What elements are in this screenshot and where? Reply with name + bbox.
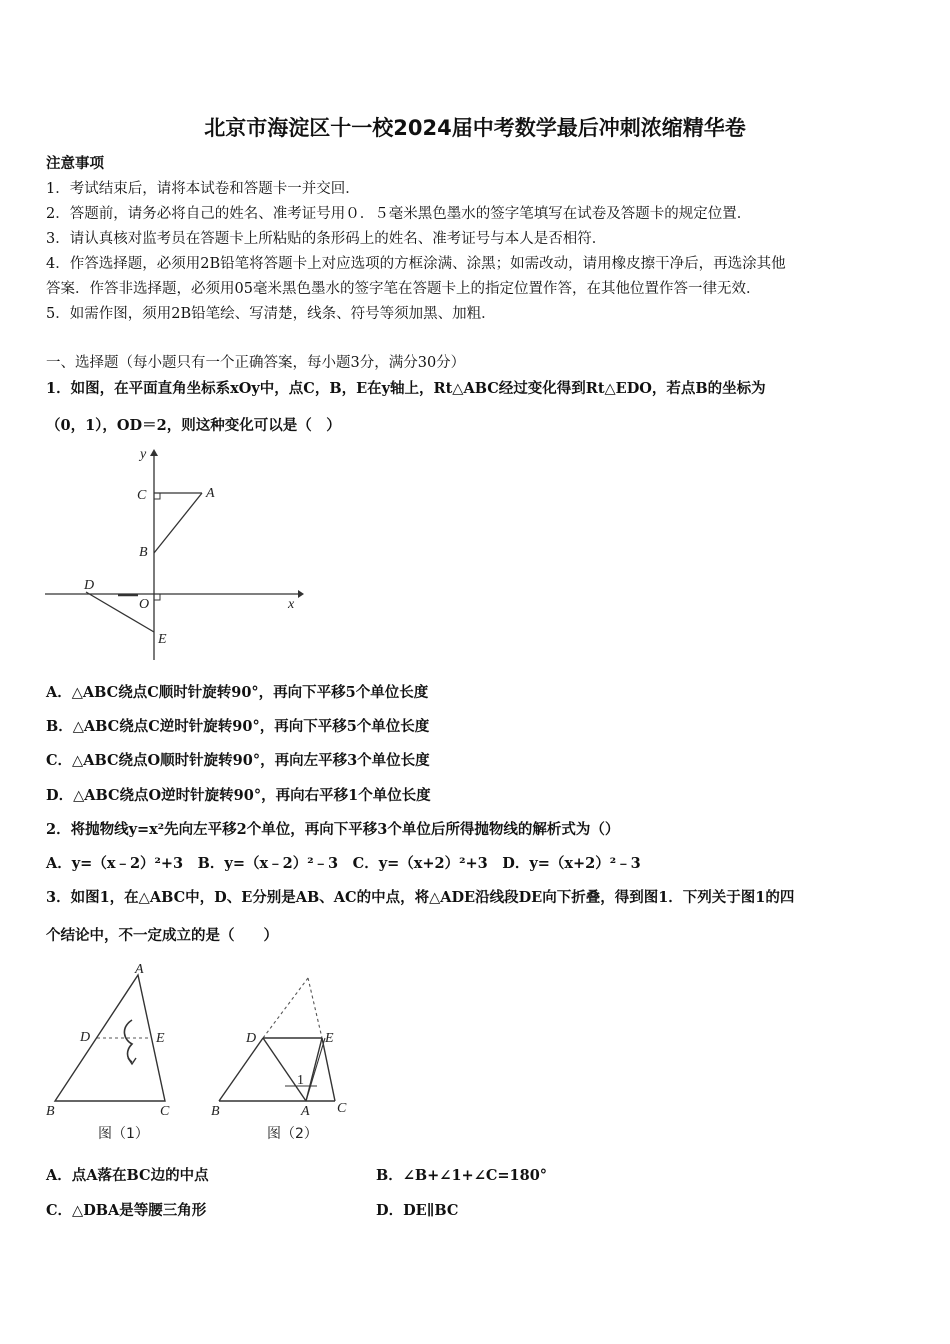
fold-arrow-tip-icon bbox=[128, 1058, 136, 1064]
segment-AE-fold bbox=[306, 1038, 325, 1101]
question-3-stem: 个结论中，不一定成立的是（ ） bbox=[46, 927, 278, 944]
page-title: 北京市海淀区十一校2024届中考数学最后冲刺浓缩精华卷 bbox=[204, 116, 746, 140]
notice-item: 2．答题前，请务必将自己的姓名、准考证号用０．５毫米黑色墨水的签字笔填写在试卷及答题卡的规定位置． bbox=[46, 206, 752, 222]
label-D: D bbox=[246, 1031, 257, 1046]
right-angle-mark-C bbox=[154, 493, 160, 499]
notice-item: 4．作答选择题，必须用2B铅笔将答题卡上对应选项的方框涂满、涂黑；如需改动，请用橡皮擦干净后，再选涂其他 bbox=[46, 256, 786, 272]
label-E: E bbox=[158, 632, 167, 647]
question-1-stem: （0，1），OD＝2，则这种变化可以是（ ） bbox=[46, 417, 341, 434]
segment-AB bbox=[154, 493, 202, 553]
question-1-option-c[interactable]: C．△ABC绕点O顺时针旋转90°，再向左平移3个单位长度 bbox=[46, 752, 430, 769]
question-3-figure-1 bbox=[40, 958, 190, 1148]
label-O: O bbox=[139, 597, 150, 612]
question-2-options[interactable]: A．y=（x﹣2）²+3 B．y=（x﹣2）²﹣3 C．y=（x+2）²+3 D．y=（x+2）²﹣3 bbox=[46, 855, 641, 872]
label-E: E bbox=[156, 1031, 165, 1046]
label-C: C bbox=[137, 488, 147, 503]
question-1-option-d[interactable]: D．△ABC绕点O逆时针旋转90°，再向右平移1个单位长度 bbox=[46, 787, 431, 804]
label-E: E bbox=[325, 1031, 334, 1046]
notice-item: 5．如需作图，须用2B铅笔绘、写清楚，线条、符号等须加黑、加粗． bbox=[46, 306, 496, 322]
label-A: A bbox=[206, 486, 215, 501]
label-C: C bbox=[160, 1104, 170, 1119]
right-angle-mark-O bbox=[154, 594, 160, 600]
label-x: x bbox=[288, 597, 295, 612]
question-1-figure bbox=[40, 440, 310, 665]
question-1-stem: 1．如图，在平面直角坐标系xOy中，点C，B，E在y轴上，Rt△ABC经过变化得到Rt△EDO，若点B的坐标为 bbox=[46, 380, 766, 397]
question-3-figure-2 bbox=[205, 958, 365, 1148]
dashed-AE bbox=[308, 978, 322, 1038]
question-3-option-d[interactable]: D．DE∥BC bbox=[376, 1202, 459, 1219]
notice-item: 答案．作答非选择题，必须用05毫米黑色墨水的签字笔在答题卡上的指定位置作答，在其他位置作答一律无效． bbox=[46, 281, 761, 297]
figure-2-caption: 图（2） bbox=[267, 1126, 318, 1142]
label-B: B bbox=[46, 1104, 55, 1119]
question-2-stem: 2．将抛物线y=x²先向左平移2个单位，再向下平移3个单位后所得抛物线的解析式为（） bbox=[46, 821, 620, 838]
question-1-option-a[interactable]: A．△ABC绕点C顺时针旋转90°，再向下平移5个单位长度 bbox=[46, 684, 429, 701]
question-3-option-a[interactable]: A．点A落在BC边的中点 bbox=[46, 1167, 209, 1184]
segment-EC bbox=[322, 1038, 335, 1101]
label-angle-1: 1 bbox=[297, 1073, 304, 1088]
label-B: B bbox=[139, 545, 148, 560]
dashed-AD bbox=[263, 978, 308, 1038]
section-heading: 一、选择题（每小题只有一个正确答案，每小题3分，满分30分） bbox=[46, 355, 466, 371]
label-D: D bbox=[80, 1030, 91, 1045]
notice-heading: 注意事项 bbox=[46, 155, 104, 172]
label-C: C bbox=[337, 1101, 347, 1116]
question-3-option-b[interactable]: B．∠B+∠1+∠C=180° bbox=[376, 1167, 548, 1184]
label-y: y bbox=[140, 447, 147, 462]
fold-arrow-icon bbox=[124, 1020, 132, 1062]
y-axis-arrow bbox=[150, 449, 158, 456]
label-D: D bbox=[84, 578, 95, 593]
label-B: B bbox=[211, 1104, 220, 1119]
label-A: A bbox=[301, 1104, 310, 1119]
notice-item: 3．请认真核对监考员在答题卡上所粘贴的条形码上的姓名、准考证号与本人是否相符． bbox=[46, 231, 607, 247]
question-1-option-b[interactable]: B．△ABC绕点C逆时针旋转90°，再向下平移5个单位长度 bbox=[46, 718, 430, 735]
question-3-option-c[interactable]: C．△DBA是等腰三角形 bbox=[46, 1202, 207, 1219]
notice-item: 1．考试结束后，请将本试卷和答题卡一并交回． bbox=[46, 181, 360, 197]
segment-DA bbox=[263, 1038, 306, 1101]
figure-1-caption: 图（1） bbox=[98, 1126, 149, 1142]
label-A: A bbox=[135, 962, 144, 977]
x-axis-arrow bbox=[298, 590, 304, 598]
segment-DB bbox=[219, 1038, 263, 1101]
question-3-stem: 3．如图1，在△ABC中，D、E分别是AB、AC的中点，将△ADE沿线段DE向下折叠，得到图1．下列关于图1的四 bbox=[46, 889, 795, 906]
